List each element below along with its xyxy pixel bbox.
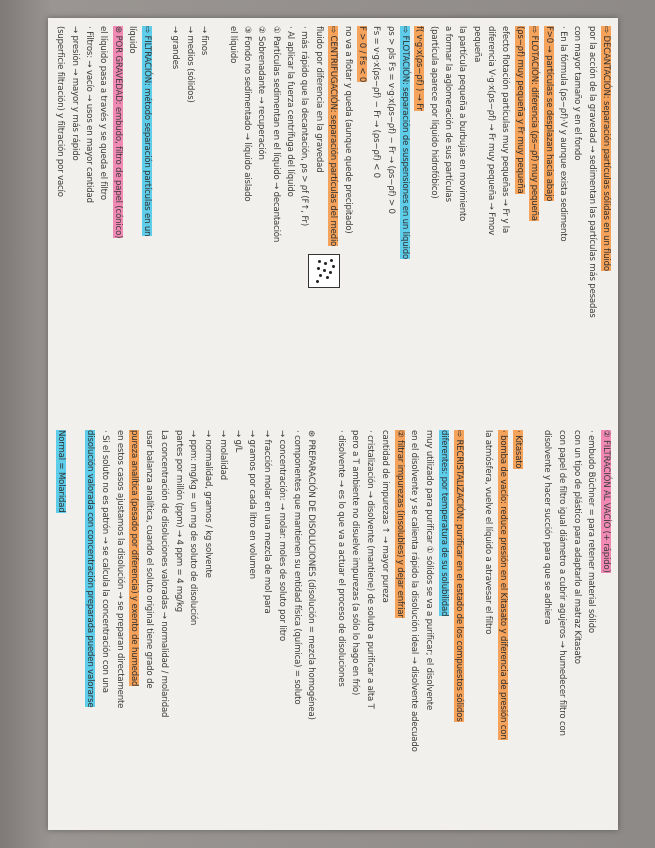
line-text: Normal = Molaridad [55,430,66,513]
line-text: · Si el soluto no es patrón → se calcula la concentración con una [99,430,110,693]
handwritten-line [255,26,267,160]
line-text: en estos casos ajustamos la disolución → se preparan directamente [114,430,125,709]
line-text: → molalidad [217,430,228,480]
line-text: ⇨ FLOTACIÓN: separación de suspensiones en un líquido [399,26,410,260]
handwritten-line [485,26,497,235]
line-text: el líquido [227,26,238,64]
line-text: fluido por diferencia en la gravedad [313,26,324,173]
handwritten-line [246,430,258,579]
handwritten-line [202,430,214,578]
handwritten-line [342,26,354,234]
handwritten-line [284,26,296,197]
line-text: Fs = v·g·x(ρs−ρf) − Fr → (ρs−ρf) < 0 [371,26,382,178]
rotated-page-content [48,18,618,830]
handwritten-line [438,430,450,616]
line-text: ⊛ PREPARACIÓN DE DISOLUCIONES (disolución = mezcla homogénea) [306,430,317,720]
line-text: diferencia V·g·x(ρs−ρf) → Fr muy pequeña → Fmov [486,26,497,235]
handwritten-line [141,26,153,236]
line-text: ⇨ FILTRACIÓN: método separación partículas en un [141,26,152,237]
handwritten-line [423,430,435,710]
handwritten-line [55,430,67,513]
line-text: en el disolvente y se calienta rápido la disolución ideal → disolvente adecuado [409,430,420,752]
line-text: con mayor tamaño y en el fondo [572,26,583,161]
line-text: → normalidad, gramos / kg solvente [203,430,214,578]
line-text: ⊛ POR GRAVEDAD: embudo, filtro de papel (cónico) [112,26,123,239]
handwritten-line [379,430,391,603]
handwritten-line [356,26,368,82]
handwritten-line [408,430,420,752]
handwritten-line [385,26,397,214]
line-text: F>0 → partículas se desplazan hacia abajo [543,26,554,202]
line-text: → concentración: → molar: moles de soluto por litro [276,430,287,642]
line-text: por la acción de la gravedad → sedimentan las partículas más pesadas [586,26,597,318]
handwritten-line [227,26,239,63]
line-text: disolvente y hacer succión para que se adhiera [542,430,553,625]
line-text: (superficie filtración) y filtración por vacío [55,26,66,197]
line-text: ⇨ DECANTACIÓN: separación partículas sólidas en un fluido [601,26,611,271]
line-text: · embudo Büchner = para retener material sólido [586,430,597,633]
handwritten-line [83,26,95,203]
handwritten-line [471,26,483,62]
handwritten-line [99,430,111,693]
line-text: · Filtros: → vacío → usos en mayor cantidad [84,26,95,203]
handwritten-line [54,26,66,197]
line-text: el líquido pasa a través y se queda el filtro [98,26,109,200]
line-text: · cristalización → disolvente (mantiene) de soluto a purificar a alta T [365,430,376,709]
handwritten-line [370,26,382,178]
handwritten-line [126,26,138,53]
notebook-page [48,18,618,830]
handwritten-line [276,430,288,641]
line-text: ③ Fondo no sedimentado → líquido aislado [242,26,253,202]
handwritten-line [456,26,468,221]
centrifuge-tube-sketch [308,254,340,288]
handwritten-line [571,26,583,160]
handwritten-line [232,430,244,452]
handwritten-line [600,26,612,271]
handwritten-line [349,430,361,695]
line-text: pero a T ambiente no disuelve impurezas (a sólo lo hago en frío) [350,430,361,696]
line-text: la partícula pequeña a burbujas en movimiento [457,26,468,222]
handwritten-line [198,26,210,55]
line-text: ② Sobrenadante → recuperación [256,26,267,160]
line-text: usar balanza analítica, cuando el soluto original tiene grado de [144,430,155,689]
handwritten-line [84,430,96,707]
handwritten-line [313,26,325,172]
handwritten-line [571,430,583,664]
line-text: (partícula aparece por líquido hidrofóbico) [428,26,439,199]
right-column [48,430,618,826]
line-text: · bomba de vacío: reduce presión en el Kitasato y diferencia de presión con [497,430,508,740]
line-text: partes por millón (ppm) → 4 ppm = 4 mg/kg [173,430,184,613]
handwritten-line [399,26,411,259]
line-text: → grandes [170,26,181,70]
handwritten-line [528,26,540,221]
line-text: no va a flotar y queda (aunque quede precipitado) [342,26,353,234]
handwritten-line [557,26,569,241]
line-text: · más rápido que la decantación, ρs > ρf (F↑, Fr) [299,26,310,226]
line-text: (ρs−ρf) muy pequeña y Fr muy pequeña [514,26,525,194]
handwritten-line [586,26,598,318]
handwritten-line [453,430,465,722]
handwritten-line [187,430,199,625]
handwritten-line [184,26,196,103]
handwritten-line [413,26,425,111]
line-text: con papel de filtro igual diámetro a cubrir agujeros → humedecer filtro con [556,430,567,736]
line-text: f( v·g·x(ρs−ρf) ) → Fr [414,26,425,111]
line-text: → medios (sólidos) [184,26,195,103]
handwritten-line [114,430,126,708]
line-text: · Al aplicar la fuerza centrífuga del líquido [285,26,296,197]
line-text: → g/L [232,430,243,453]
line-text: ⇨ RECRISTALIZACIÓN: purificar en el estado de los compuestos sólidos [453,430,464,722]
line-text: a formar la aglomeración de sus partículas [443,26,454,202]
line-text: → ppm: mg/kg = un mg de soluto de disolución [188,430,199,626]
line-text: → presión → mayor y más rápido [69,26,80,161]
line-text: ⇨ FLOTACIÓN: diferencia (ρs−ρf) muy pequeña [529,26,540,221]
line-text: con un tipo de plástico para adaptarlo al matraz Kitasato [571,430,582,664]
line-text: pequeña [471,26,482,63]
line-text: cantidad de impurezas ↑ → mayor pureza [379,430,390,603]
handwritten-line [270,26,282,242]
handwritten-line [514,26,526,194]
handwritten-line [143,430,155,688]
line-text: · disolvente → es lo que va a actuar el proceso de disoluciones [335,430,346,687]
handwritten-line [497,430,509,740]
handwritten-line [291,430,303,704]
handwritten-line [97,26,109,200]
handwritten-line [169,26,181,69]
line-text: ② filtrar impurezas (insolubles) y dejar enfriar [394,430,405,618]
line-text: · En la fórmula (ρs−ρf)·V y aunque exista sedimento [557,26,568,242]
handwritten-line [541,430,553,624]
handwritten-line [442,26,454,202]
line-text: · Kitasato [512,430,523,469]
line-text: líquido [127,26,138,54]
line-text: ① Partículas sedimentan en el líquido → decantación [270,26,281,243]
line-text: disolución valorada con concentración preparada pueden valorarse [85,430,96,708]
handwritten-line [500,26,512,233]
handwritten-line [600,430,612,573]
line-text: → gramos por cada litro en volumen [247,430,258,579]
line-text: pureza analítica (pesado por diferencia) y exento de humedad [129,430,140,687]
handwritten-line [364,430,376,709]
line-text: ② FILTRACIÓN AL VACÍO (+ rápido) [601,430,611,573]
line-text: La concentración de disoluciones valoradas → normalidad / molaridad [158,430,169,718]
handwritten-line [394,430,406,618]
handwritten-line [261,430,273,614]
line-text: → finos [198,26,209,56]
line-text: F > 0 / Fs < 0 [356,26,367,83]
handwritten-line [69,26,81,161]
handwritten-line [128,430,140,686]
left-column [48,26,618,422]
line-text: efecto flotación partículas muy pequeñas → Fr y la [500,26,511,234]
handwritten-line [335,430,347,687]
handwritten-line [543,26,555,201]
handwritten-line [112,26,124,238]
line-text: ⇨ CENTRIFUGACIÓN: separación partículas del medio [328,26,339,247]
handwritten-line [512,430,524,469]
handwritten-line [327,26,339,246]
line-text: → fracción molar en una mezcla de mol para [262,430,273,614]
handwritten-line [482,430,494,634]
line-text: muy utilizado para purificar ① sólidos se va a purificar; el disolvente [424,430,435,711]
handwritten-line [585,430,597,633]
handwritten-line [173,430,185,612]
handwritten-line [158,430,170,717]
handwritten-line [305,430,317,720]
line-text: la atmósfera, vuelve el líquido a atravesar el filtro [483,430,494,635]
handwritten-line [217,430,229,480]
handwritten-line [298,26,310,226]
line-text: ρs > ρls Fs = v·g·x(ρs−ρf) − Fr → (ρs−ρf) > 0 [385,26,396,214]
handwritten-line [556,430,568,736]
line-text: · componentes que mantienen su entidad física (química) = soluto [291,430,302,705]
handwritten-line [241,26,253,201]
line-text: diferentes: por temperatura de su solubilidad [438,430,449,617]
handwritten-line [428,26,440,199]
